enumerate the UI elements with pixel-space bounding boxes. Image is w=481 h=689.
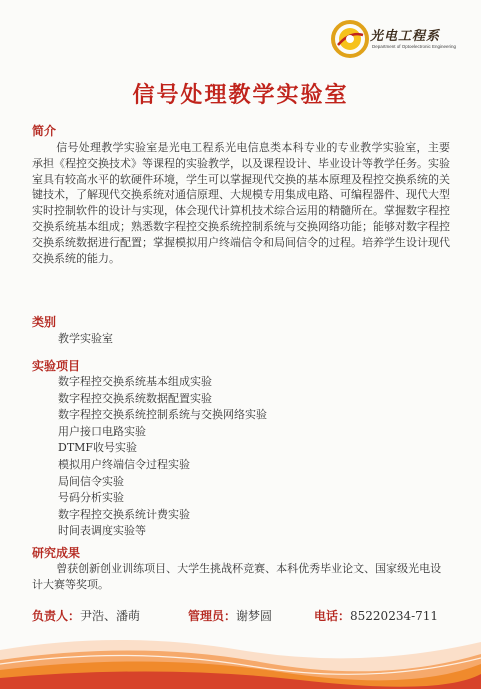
manager-label: 负责人： [32, 609, 81, 623]
category-value: 教学实验室 [58, 332, 113, 345]
results-text: 曾获创新创业训练项目、大学生挑战杯竞赛、本科优秀毕业论文、国家级光电设计大赛等奖项。 [32, 562, 442, 591]
phone-value: 85220234-711 [350, 609, 439, 623]
list-item: 数字程控交换系统控制系统与交换网络实验 [58, 408, 267, 422]
list-item: 数字程控交换系统计费实验 [58, 507, 190, 521]
manager-value: 尹浩、潘萌 [80, 609, 141, 623]
results-heading: 研究成果 [32, 546, 81, 560]
list-item: 时间表调度实验等 [58, 524, 146, 538]
list-item: 模拟用户终端信令过程实验 [58, 457, 190, 471]
list-item: 数字程控交换系统基本组成实验 [58, 375, 212, 388]
experiments-heading: 实验项目 [32, 359, 81, 373]
department-logo [330, 19, 462, 59]
experiment-list [58, 374, 267, 540]
intro-heading: 简介 [32, 124, 57, 138]
logo-emblem-icon [330, 19, 370, 59]
admin-value: 谢梦圆 [236, 609, 273, 623]
list-item: 局间信令实验 [58, 474, 124, 488]
phone-label: 电话： [314, 609, 351, 623]
admin-label: 管理员： [188, 609, 237, 623]
intro-text: 信号处理教学实验室是光电工程系光电信息类本科专业的专业教学实验室，主要承担《程控交换技术》等课程的实验教学，以及课程设计、毕业设计等教学任务。实验室具有较高水平的软硬件环境，学生可以掌握现代交换的基本原理及程控交换系统的关键技术，了解现代交换系统对通信原理、大规模专用集成电路、可编程器件、现代大型实时控制软件的设计与实现，体会现代计算机技术综合运用的精髓所在。掌握数字程控交换系统基本组成；熟悉数字程控交换系统控制系统与交换网络功能；能够对数字程控交换系统数据进行配置；掌握模拟用户终端信令和局间信令的过程。培养学生设计现代交换系统的能力。 [32, 141, 450, 265]
decorative-waves [0, 620, 481, 689]
list-item: DTMF收号实验 [58, 441, 138, 455]
list-item: 号码分析实验 [58, 491, 124, 505]
page-title: 信号处理教学实验室 [132, 82, 349, 108]
list-item: 数字程控交换系统数据配置实验 [58, 391, 212, 405]
list-item: 用户接口电路实验 [58, 424, 146, 438]
logo-name-cn: 光电工程系 [370, 29, 441, 44]
logo-name-en: Department of Optoelectronic Engineering [372, 44, 457, 49]
category-heading: 类别 [32, 315, 57, 329]
